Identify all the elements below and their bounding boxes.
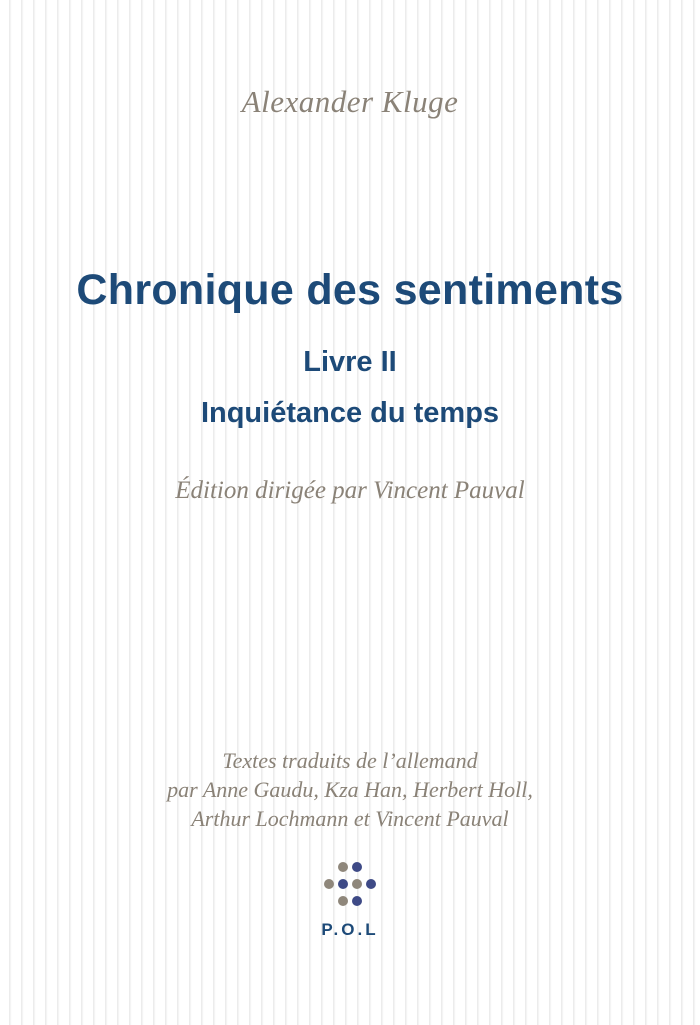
credits-line: Arthur Lochmann et Vincent Pauval — [191, 806, 509, 831]
logo-dot — [338, 879, 348, 889]
publisher-name: P.O.L — [321, 920, 379, 939]
translation-credits — [0, 746, 700, 833]
credits-line: Textes traduits de l’allemand — [222, 748, 478, 773]
book-title: Chronique des sentiments — [76, 266, 624, 314]
credits-line: par Anne Gaudu, Kza Han, Herbert Holl, — [167, 777, 533, 802]
logo-dot — [366, 879, 376, 889]
logo-dot — [338, 862, 348, 872]
volume-label: Livre II — [303, 346, 397, 378]
logo-dot — [352, 862, 362, 872]
book-subtitle: Inquiétance du temps — [200, 397, 500, 429]
author-name: Alexander Kluge — [241, 84, 459, 119]
logo-dot — [352, 896, 362, 906]
publisher-logo-dots — [318, 860, 382, 908]
logo-dot — [324, 879, 334, 889]
logo-dot — [338, 896, 348, 906]
edition-note: Édition dirigée par Vincent Pauval — [175, 477, 525, 504]
logo-dot — [352, 879, 362, 889]
